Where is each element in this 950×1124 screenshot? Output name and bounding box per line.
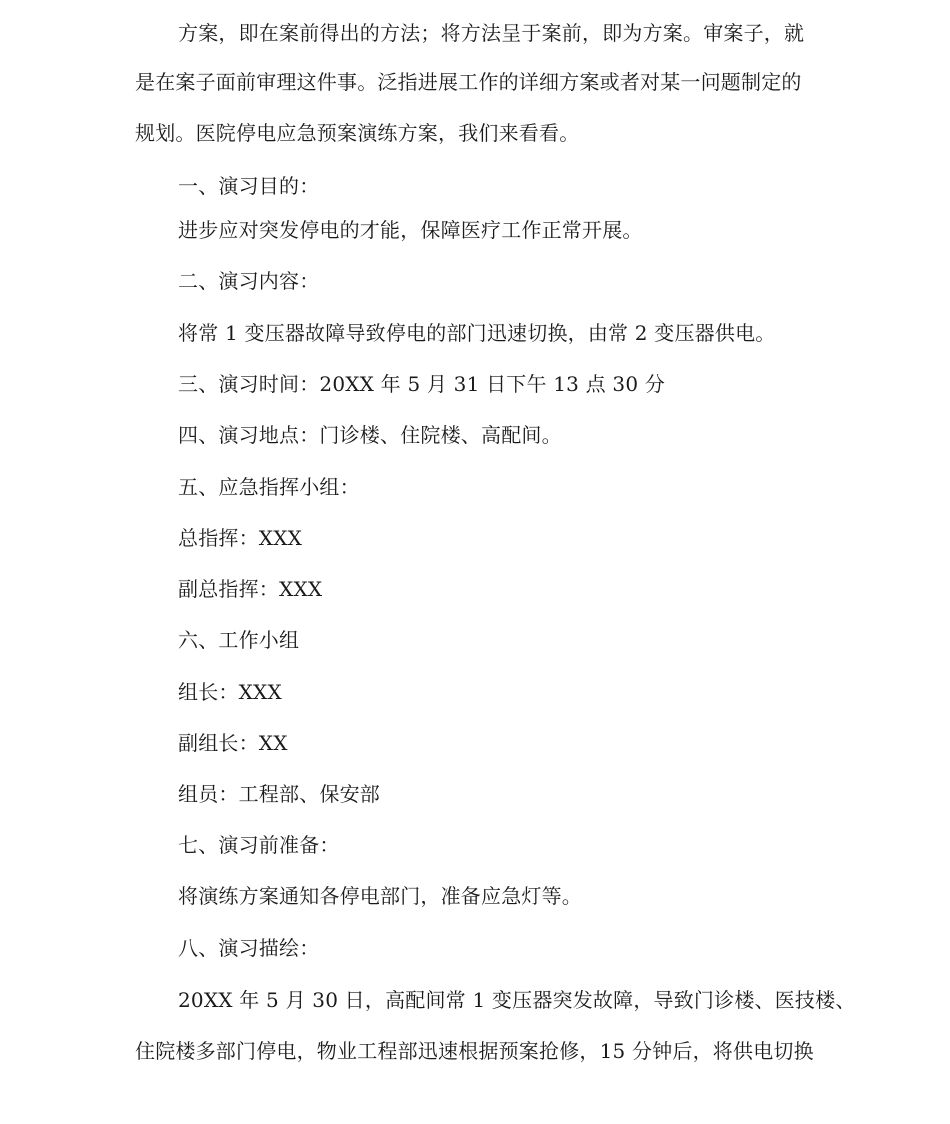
section-6-heading: 六、工作小组 [178, 628, 300, 652]
section-8-line-1: 20XX 年 5 月 30 日，高配间常 1 变压器突发故障，导致门诊楼、医技楼、 [178, 988, 856, 1012]
section-5-commander: 总指挥：XXX [178, 526, 303, 550]
section-6-leader: 组长：XXX [178, 680, 282, 704]
section-8-line-2: 住院楼多部门停电，物业工程部迅速根据预案抢修，15 分钟后，将供电切换 [135, 1039, 814, 1063]
section-5-heading: 五、应急指挥小组： [178, 475, 360, 499]
section-2-body: 将常 1 变压器故障导致停电的部门迅速切换，由常 2 变压器供电。 [178, 321, 776, 345]
section-1-heading: 一、演习目的： [178, 174, 320, 198]
section-2-heading: 二、演习内容： [178, 269, 320, 293]
section-6-members: 组员：工程部、保安部 [178, 782, 380, 806]
intro-line-3: 规划。医院停电应急预案演练方案，我们来看看。 [135, 121, 580, 145]
section-4-heading: 四、演习地点：门诊楼、住院楼、高配间。 [178, 423, 562, 447]
intro-line-1: 方案，即在案前得出的方法；将方法呈于案前，即为方案。审案子，就 [178, 21, 805, 45]
section-6-deputy-leader: 副组长：XX [178, 731, 288, 755]
section-1-body: 进步应对突发停电的才能，保障医疗工作正常开展。 [178, 218, 643, 242]
section-3-heading: 三、演习时间：20XX 年 5 月 31 日下午 13 点 30 分 [178, 372, 666, 396]
section-8-heading: 八、演习描绘： [178, 936, 320, 960]
section-5-deputy-commander: 副总指挥：XXX [178, 577, 323, 601]
section-7-body: 将演练方案通知各停电部门，准备应急灯等。 [178, 884, 582, 908]
intro-line-2: 是在案子面前审理这件事。泛指进展工作的详细方案或者对某一问题制定的 [135, 70, 802, 94]
section-7-heading: 七、演习前准备： [178, 833, 340, 857]
